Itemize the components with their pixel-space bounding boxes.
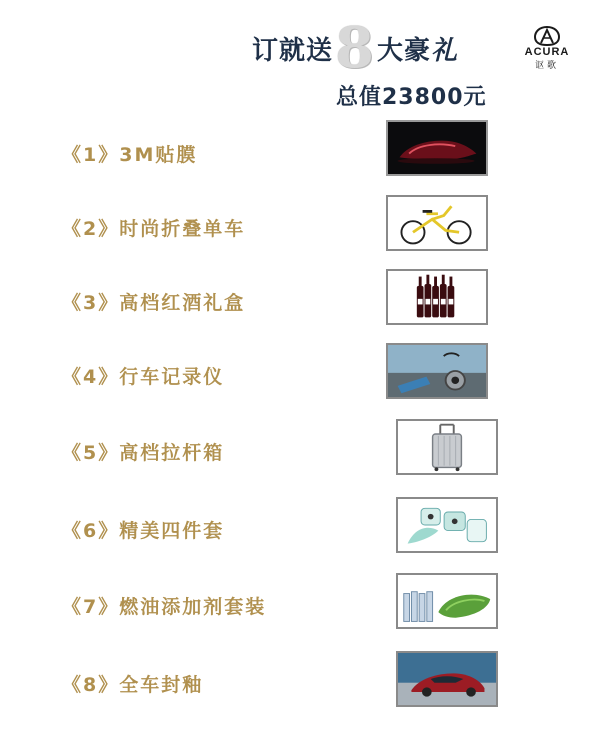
gift-label: 《1》3M贴膜 [62, 144, 198, 166]
acura-emblem-icon [532, 26, 562, 46]
promo-header [0, 0, 600, 110]
gift-label: 《3》高档红酒礼盒 [62, 292, 246, 314]
headline-part2: 大豪 [376, 36, 431, 66]
brand-name-cn: 讴歌 [534, 61, 559, 71]
headline-part1: 订就送 [252, 36, 334, 66]
gift-label: 《6》精美四件套 [62, 520, 225, 542]
acura-logo [512, 26, 582, 71]
gift-label: 《2》时尚折叠单车 [62, 218, 246, 240]
gift-label: 《8》全车封釉 [62, 674, 204, 696]
red-concept-car-image [386, 120, 488, 176]
brand-name-en: ACURA [524, 46, 570, 58]
wine-bottles-image [386, 269, 488, 325]
total-value: 总值23800元 [336, 85, 487, 110]
headline-script: 礼 [431, 36, 459, 66]
headline [252, 15, 459, 81]
car-cushion-set-image [396, 497, 498, 553]
gift-label: 《7》燃油添加剂套装 [62, 596, 267, 618]
gift-label: 《5》高档拉杆箱 [62, 442, 225, 464]
headline-digit: 8 [335, 15, 375, 81]
luggage-case-image [396, 419, 498, 475]
dashcam-image [386, 343, 488, 399]
car-glaze-image [396, 651, 498, 707]
gift-label: 《4》行车记录仪 [62, 366, 225, 388]
fuel-additive-image [396, 573, 498, 629]
folding-bicycle-image [386, 195, 488, 251]
